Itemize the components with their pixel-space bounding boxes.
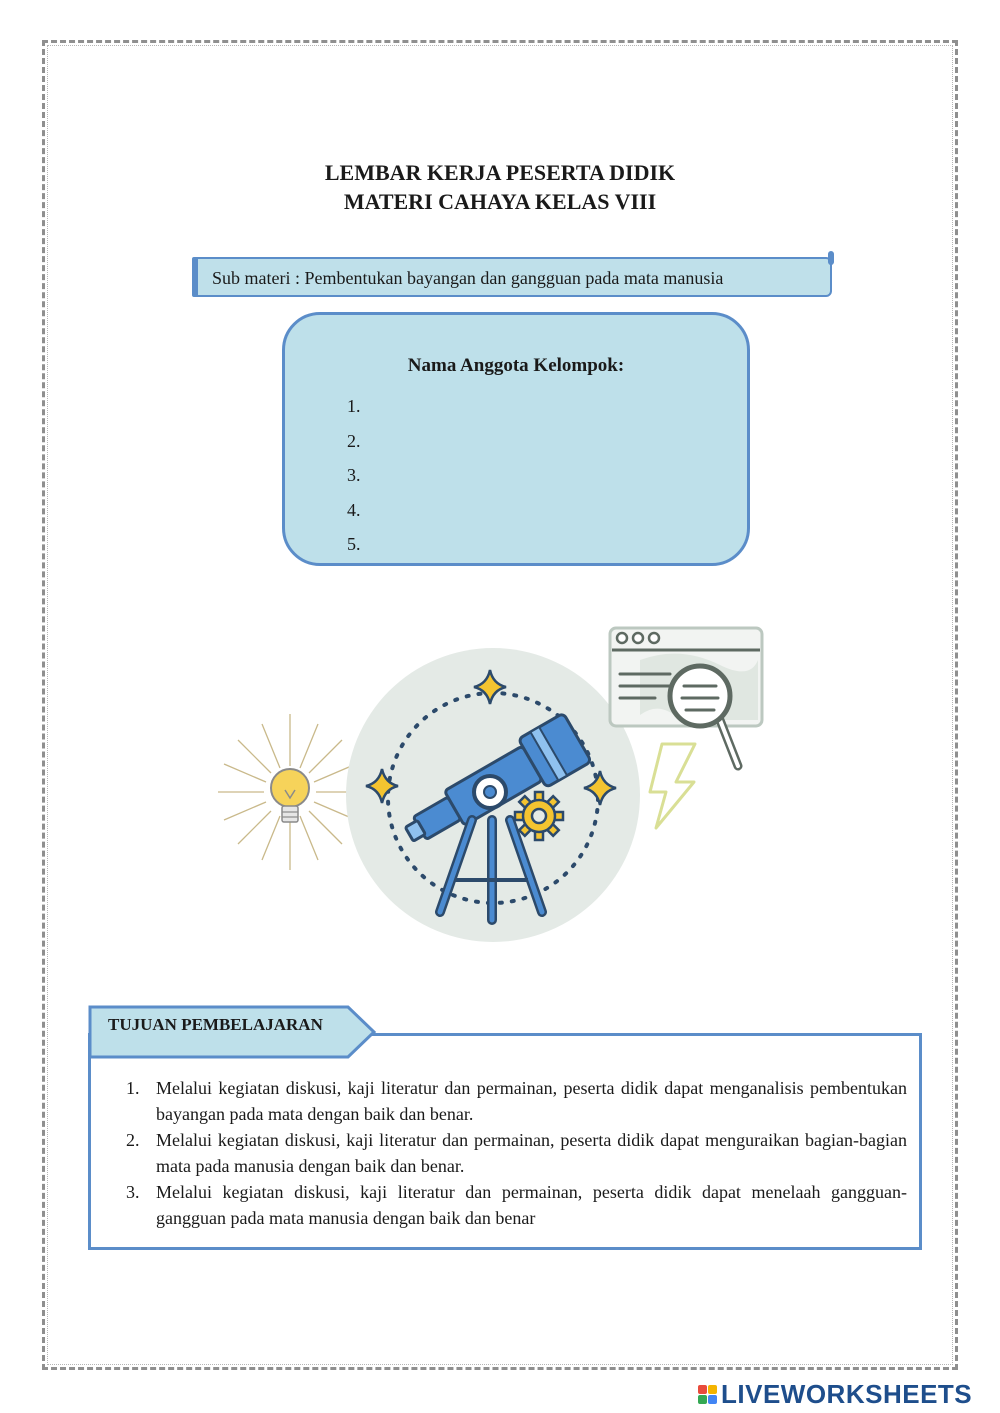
member-item: 5. bbox=[347, 534, 361, 554]
objective-item bbox=[66, 1179, 907, 1231]
sub-materi-banner: Sub materi : Pembentukan bayangan dan gangguan pada mata manusia bbox=[192, 257, 832, 297]
liveworksheets-logo[interactable] bbox=[698, 1380, 972, 1408]
objective-number: 1. bbox=[126, 1078, 140, 1098]
member-item: 3. bbox=[347, 465, 361, 485]
objective-text: Melalui kegiatan diskusi, kaji literatur dan permainan, peserta didik dapat menganalisis pembentukan bayangan pada mata dengan baik dan benar. bbox=[156, 1078, 907, 1124]
group-members-title: Nama Anggota Kelompok: bbox=[407, 355, 625, 376]
member-list bbox=[347, 389, 361, 562]
member-item: 4. bbox=[347, 499, 361, 520]
objective-text: Melalui kegiatan diskusi, kaji literatur dan permainan, peserta didik dapat menelaah gangguan-gangguan pada mata manusia dengan baik dan benar bbox=[156, 1182, 907, 1228]
objective-text: Melalui kegiatan diskusi, kaji literatur dan permainan, peserta didik dapat menguraikan bagian-bagian mata pada manusia dengan baik dan benar. bbox=[156, 1130, 907, 1176]
page-subtitle: MATERI CAHAYA KELAS VIII bbox=[343, 189, 657, 214]
member-item: 2. bbox=[347, 430, 361, 451]
objectives-list bbox=[66, 1075, 907, 1231]
member-item: 1. bbox=[347, 396, 361, 416]
objective-number: 2. bbox=[126, 1130, 140, 1150]
science-illustration bbox=[210, 620, 780, 950]
gear-icon bbox=[515, 792, 563, 840]
objectives-heading-tab bbox=[88, 1005, 376, 1057]
objectives-heading: TUJUAN PEMBELAJARAN bbox=[108, 1015, 323, 1034]
light-bulb-icon bbox=[218, 714, 362, 870]
page-title: LEMBAR KERJA PESERTA DIDIK bbox=[324, 160, 676, 185]
objective-number: 3. bbox=[126, 1182, 140, 1202]
lightning-icon bbox=[650, 744, 695, 828]
group-members-box bbox=[282, 312, 750, 566]
liveworksheets-icon bbox=[698, 1385, 717, 1404]
liveworksheets-text: LIVEWORKSHEETS bbox=[721, 1378, 973, 1409]
objective-item bbox=[66, 1075, 907, 1127]
objective-item bbox=[66, 1127, 907, 1179]
